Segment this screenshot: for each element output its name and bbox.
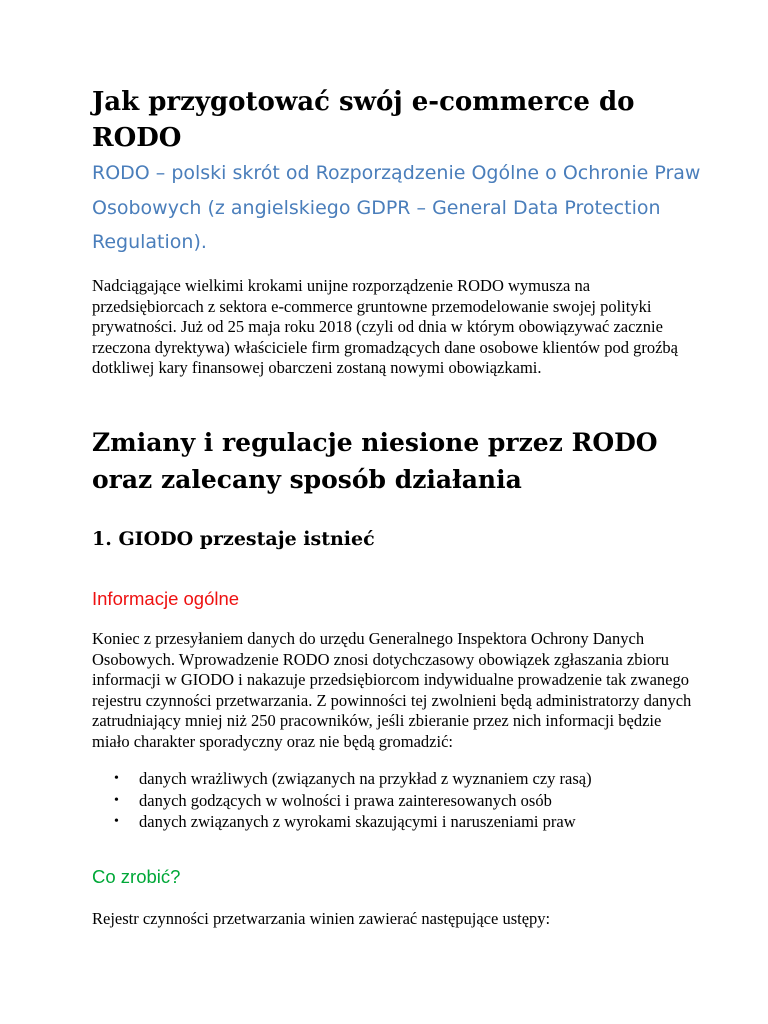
list-item-text: danych wrażliwych (związanych na przykład z wyznaniem czy rasą)	[139, 769, 592, 788]
section-heading: Zmiany i regulacje niesione przez RODO oraz zalecany sposób działania	[92, 428, 658, 494]
bullet-icon: •	[114, 771, 119, 786]
list-item-text: danych godzących w wolności i prawa zainteresowanych osób	[139, 790, 552, 810]
bullet-icon: •	[114, 814, 119, 829]
list-item	[92, 768, 692, 790]
list-item-text: danych związanych z wyrokami skazującymi i naruszeniami praw	[139, 812, 576, 831]
todo-paragraph: Rejestr czynności przetwarzania winien zawierać następujące ustępy:	[92, 909, 551, 928]
list-item	[92, 811, 692, 833]
bullet-list	[92, 768, 692, 833]
list-item	[92, 790, 692, 812]
info-heading: Informacje ogólne	[92, 588, 240, 609]
info-paragraph: Koniec z przesyłaniem danych do urzędu Generalnego Inspektora Ochrony Danych Osobowych. Wprowadzenie RODO znosi dotychczasowy obowiązek zgłaszania zbioru informacji w GIODO i nakazuje przedsiębiorcom indywidualne prowadzenie tak zwanego rejestru czynności przetwarzania. Z powinności tej zwolnieni będą administratorzy danych zatrudniający mniej niż 250 pracowników, jeśli zbieranie przez nich informacji będzie miało charakter sporadyczny oraz nie będą gromadzić:	[92, 629, 692, 751]
todo-heading: Co zrobić?	[92, 866, 181, 887]
intro-paragraph: Nadciągające wielkimi krokami unijne rozporządzenie RODO wymusza na przedsiębiorcach z sektora e-commerce gruntowne przemodelowanie swojej polityki prywatności. Już od 25 maja roku 2018 (czyli od dnia w którym obowiązywać zacznie rzeczona dyrektywa) właściciele firm gromadzących dane osobowe klientów pod groźbą dotkliwej kary finansowej obarczeni zostaną nowymi obowiązkami.	[92, 276, 678, 377]
lead-definition: RODO – polski skrót od Rozporządzenie Ogólne o Ochronie Praw Osobowych (z angielskiego GDPR – General Data Protection Regulation).	[92, 162, 701, 253]
subsection-heading: 1. GIODO przestaje istnieć	[92, 528, 375, 550]
bullet-icon: •	[114, 792, 119, 808]
document-title: Jak przygotować swój e-commerce do RODO	[92, 87, 635, 153]
